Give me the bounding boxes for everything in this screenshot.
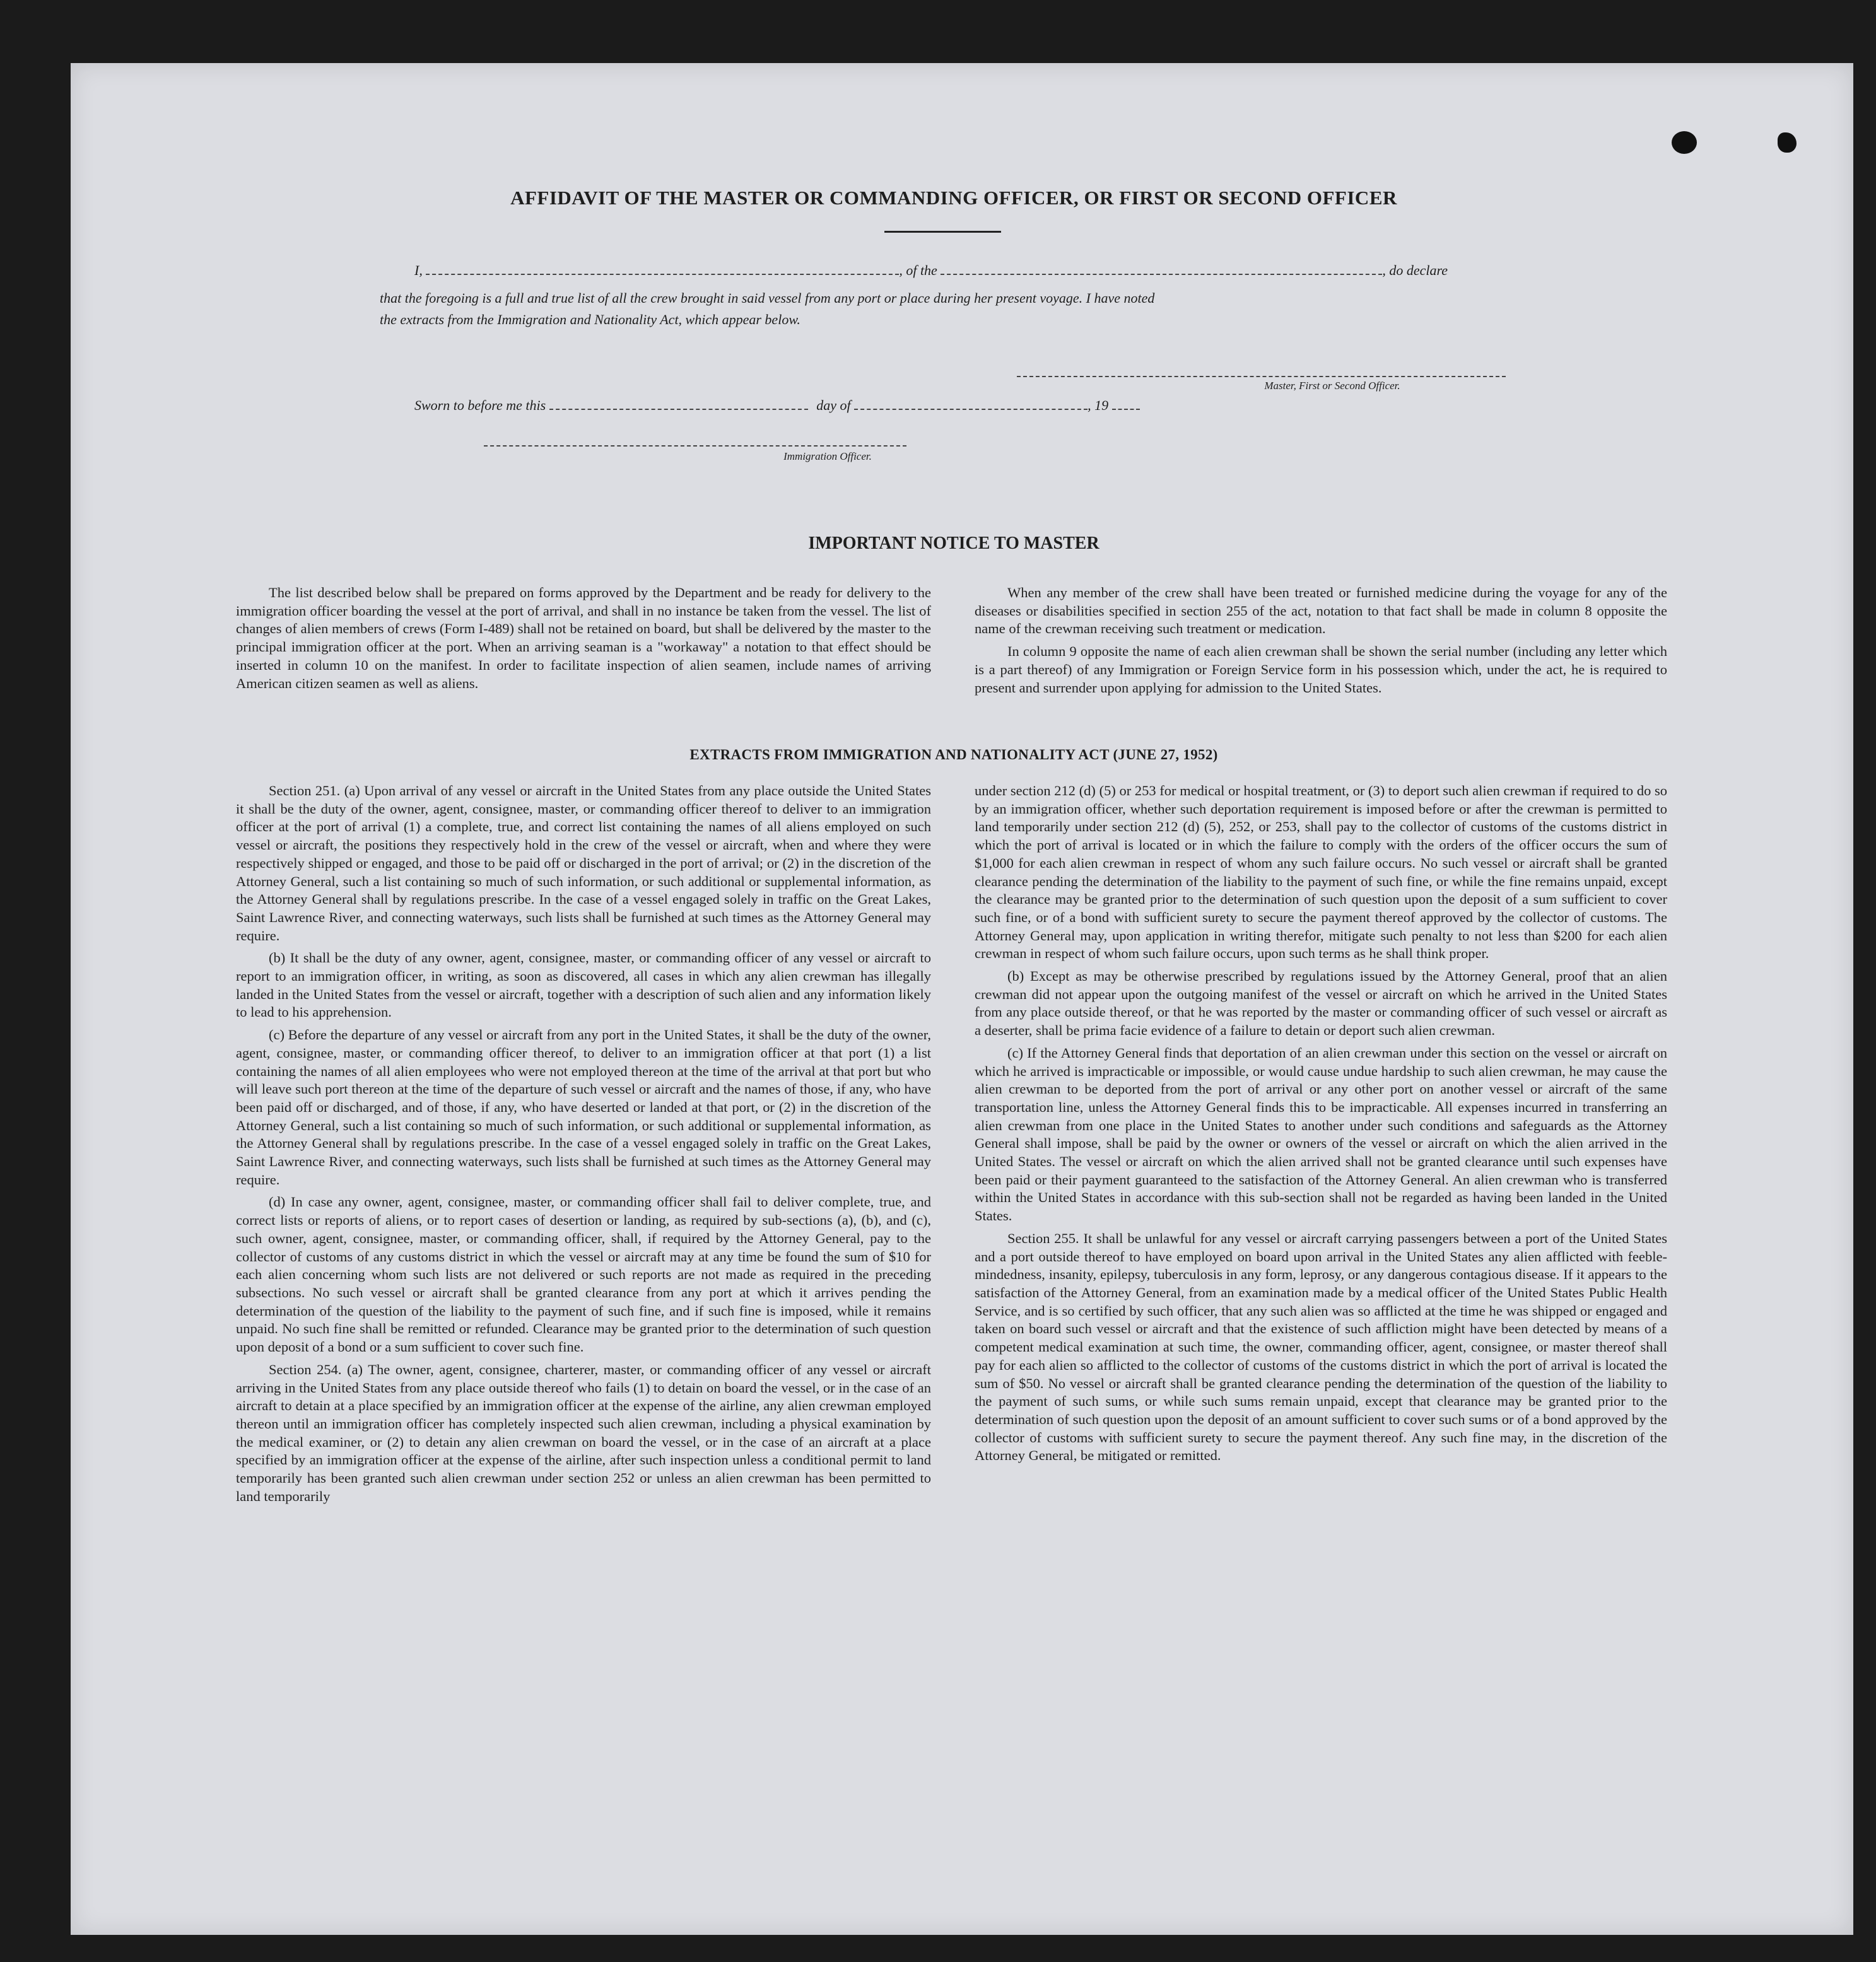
extracts-heading: EXTRACTS FROM IMMIGRATION AND NATIONALITY ACT (JUNE 27, 1952) (689, 747, 1218, 762)
section-254-a: Section 254. (a) The owner, agent, consignee, charterer, master, or commanding officer of any vessel or aircraft arriving in the United States from any place outside thereof who fails (1) to detain on board the vessel, or in the case of an aircraft to detain at a place specified by an immigration officer at the expense of the airline, any alien crewman employed thereon until an immigration officer has completely inspected such alien crewman, including a physical examination by the medical examiner, or (2) to detain any alien crewman on board the vessel, or in the case of an aircraft at a place specified by an immigration officer at the expense of the airline, after such inspection unless a conditional permit to land temporarily has been granted such alien crewman under section 252 or unless an alien crewman has been permitted to land temporarily (236, 1361, 931, 1504)
master-caption: Master, First or Second Officer. (1264, 380, 1400, 392)
document-page (71, 63, 1853, 1935)
notice-right-column (975, 584, 1667, 701)
sworn-year-field[interactable] (1112, 396, 1140, 410)
declaration-line-1 (414, 260, 1581, 281)
notice-right-paragraph-1: When any member of the crew shall have been treated or furnished medicine during the voyage for any of the diseases or disabilities specified in section 255 of the act, notation to that fact shall be made in column 8 opposite the name of the crewman receiving such treatment or medication. (975, 585, 1667, 637)
declaration-line-2: that the foregoing is a full and true list of all the crew brought in said vessel from any port or place during her present voyage. I have noted (380, 290, 1155, 306)
sworn-month-field[interactable] (854, 396, 1087, 410)
section-251-b: (b) It shall be the duty of any owner, agent, consignee, master, or commanding officer of any vessel or aircraft to report to an immigration officer, in writing, as soon as discovered, all cases in which any alien crewman has illegally landed in the United States from the vessel or aircraft, together with a description of such alien and any information likely to lead to his apprehension. (236, 950, 931, 1020)
notice-right-paragraph-2: In column 9 opposite the name of each alien crewman shall be shown the serial number (including any letter which is a part thereof) of any Immigration or Foreign Service form in his possession which, under the act, he is required to present and surrender upon applying for admission to the United States. (975, 643, 1667, 696)
declaration-of-the: , of the (899, 262, 937, 278)
ink-blot (1672, 131, 1697, 154)
sworn-line (414, 395, 1361, 416)
section-254-c: (c) If the Attorney General finds that deportation of an alien crewman under this section on the vessel or aircraft on which he arrived is impracticable or impossible, or would cause undue hardship to such alien crewman, he may cause the alien crewman to be deported from the port of arrival or any other port on another vessel or aircraft of the same transportation line, unless the Attorney General finds this to be impracticable. All expenses incurred in transferring an alien crewman from one place in the United States to another under such conditions and safeguards as the Attorney General shall impose, shall be paid by the owner or owners of the vessel or aircraft on which the alien arrived in the United States. The vessel or aircraft on which the alien arrived shall not be granted clearance until such expenses have been paid or their payment guaranteed to the satisfaction of the Attorney General. An alien crewman who is transferred within the United States in accordance with this sub-section shall not be regarded as having been landed in the United States. (975, 1044, 1667, 1224)
section-255: Section 255. It shall be unlawful for any vessel or aircraft carrying passengers between a port of the United States and a port outside thereof to have employed on board upon arrival in the United States any alien afflicted with feeble-mindedness, insanity, epilepsy, tuberculosis in any form, leprosy, or any dangerous contagious disease. If it appears to the satisfaction of the Attorney General, from an examination made by a medical officer of the United States Public Health Service, and is so certified by such officer, that any such alien was so afflicted at the time he was shipped or engaged and taken on board such vessel or aircraft and that the existence of such affliction might have been detected by means of a competent medical examination at such time, the owner, commanding officer, agent, consignee, or master thereof shall pay for each alien so afflicted to the collector of customs of the customs district in which the port of arrival is located the sum of $50. No vessel or aircraft shall be granted clearance pending the determination of the question of the liability to the payment of such sums, or while such sums remain unpaid, except that clearance may be granted prior to the determination of such question upon the deposit of an amount sufficient to cover such sums or of a bond approved by the collector of customs with sufficient surety to secure the payment thereof. Any such fine may, in the discretion of the Attorney General, be mitigated or remitted. (975, 1230, 1667, 1464)
section-251-d: (d) In case any owner, agent, consignee, master, or commanding officer shall fail to deliver complete, true, and correct lists or reports of aliens, or to report cases of desertion or landing, as required by sub-sections (a), (b), and (c), such owner, agent, consignee, master, or commanding officer, shall, if required by the Attorney General, pay to the collector of customs of any customs district in which the vessel or aircraft may at any time be found the sum of $10 for each alien concerning whom such lists are not delivered or such reports are not made as required in the preceding subsections. No such vessel or aircraft shall be granted clearance from any port at which it arrives pending the determination of the question of the liability to the payment of such fine, and if such fine is imposed, while it remains unpaid. No such fine shall be remitted or refunded. Clearance may be granted prior to the determination of such question upon deposit of a bond or a sum sufficient to cover such fine. (236, 1194, 931, 1355)
vessel-field[interactable] (941, 261, 1382, 275)
notice-heading: IMPORTANT NOTICE TO MASTER (808, 534, 1099, 553)
sworn-day-of: day of (816, 397, 851, 413)
name-field[interactable] (426, 261, 899, 275)
notice-left-paragraph: The list described below shall be prepared on forms approved by the Department and be ready for delivery to the immigration officer boarding the vessel at the port of arrival, and shall in no instance be taken from the vessel. The list of changes of alien members of crews (Form I-489) shall not be retained on board, but shall be delivered by the master to the principal immigration officer at the port. When an arriving seaman is a "workaway" a notation to that effect should be inserted in column 10 on the manifest. In order to facilitate inspection of alien seamen, include names of arriving American citizen seamen as well as aliens. (236, 585, 931, 691)
sworn-year: , 19 (1087, 397, 1109, 413)
section-254-b: (b) Except as may be otherwise prescribed by regulations issued by the Attorney General, proof that an alien crewman did not appear upon the outgoing manifest of the vessel or aircraft on which he arrived in the United States from any place outside thereof, or that he was reported by the master or commanding officer of such vessel or aircraft as a deserter, shall be prima facie evidence of a failure to detain or deport such alien crewman. (975, 968, 1667, 1039)
notice-left-column (236, 584, 931, 697)
sworn-date-field[interactable] (549, 396, 808, 410)
ink-blot (1778, 132, 1797, 153)
sworn-prefix: Sworn to before me this (414, 397, 546, 413)
declaration-do-declare: , do declare (1382, 262, 1448, 278)
section-251-c: (c) Before the departure of any vessel or aircraft from any port in the United States, it shall be the duty of the owner, agent, consignee, master, or commanding officer thereof, to deliver to an immigration officer at that port (1) a list containing the names of all alien employees who were not employed thereon at the time of the arrival at that port but who will leave such port thereon at the time of the departure of such vessel or aircraft and the names of those, if any, who have been paid off or discharged, and of those, if any, who have deserted or landed at that port, or (2) in the discretion of the Attorney General, such a list containing so much of such information, or such additional or supplemental information, as the Attorney General shall by regulations prescribe. In the case of a vessel engaged solely in traffic on the Great Lakes, Saint Lawrence River, and connecting waterways, such lists shall be furnished at such times as the Attorney General may require. (236, 1027, 931, 1188)
affidavit-title: AFFIDAVIT OF THE MASTER OR COMMANDING OFFICER, OR FIRST OR SECOND OFFICER (510, 187, 1397, 209)
title-underline (884, 231, 1001, 233)
officer-caption: Immigration Officer. (783, 450, 872, 462)
declaration-line-3: the extracts from the Immigration and Nationality Act, which appear below. (380, 312, 800, 327)
declaration-i: I, (414, 262, 423, 278)
extracts-right-column (975, 782, 1667, 1469)
section-251-a: Section 251. (a) Upon arrival of any vessel or aircraft in the United States from any place outside the United States it shall be the duty of the owner, agent, consignee, master, or commanding officer thereof to deliver to an immigration officer at the port of arrival (1) a complete, true, and correct list containing the names of all aliens employed on such vessel or aircraft, the positions they respectively hold in the crew of the vessel or aircraft, when and where they were respectively shipped or engaged, and those to be paid off or discharged in the port of arrival; or (2) in the discretion of the Attorney General, such a list containing so much of such information, or such additional or supplemental information, as the Attorney General shall by regulations prescribe. In the case of a vessel engaged solely in traffic on the Great Lakes, Saint Lawrence River, and connecting waterways, such lists shall be furnished at such times as the Attorney General may require. (236, 783, 931, 943)
officer-signature-line[interactable] (484, 445, 906, 447)
section-254-a-continued: under section 212 (d) (5) or 253 for medical or hospital treatment, or (3) to deport such alien crewman if required to do so by an immigration officer, whether such deportation requirement is imposed before or after the crewman is permitted to land temporarily under section 212 (d) (5), 252, or 253, shall pay to the collector of customs of the customs district in which the port of arrival is located or in which the failure to comply with the orders of the officer occurs the sum of $1,000 for each alien crewman in respect of whom any such failure occurs. No such vessel or aircraft shall be granted clearance pending the determination of the liability to the payment of such fine, or while the fine remains unpaid, except the clearance may be granted prior to the determination of such question upon the deposit of a sum sufficient to cover such fine, or of a bond with sufficient surety to secure the payment thereof approved by the collector of customs. The Attorney General may, upon application in writing therefor, mitigate such penalty to not less than $200 for each alien crewman in respect of whom such failure occurs, upon such terms as he shall think proper. (975, 783, 1667, 962)
master-signature-line[interactable] (1017, 376, 1506, 377)
extracts-left-column (236, 782, 931, 1510)
